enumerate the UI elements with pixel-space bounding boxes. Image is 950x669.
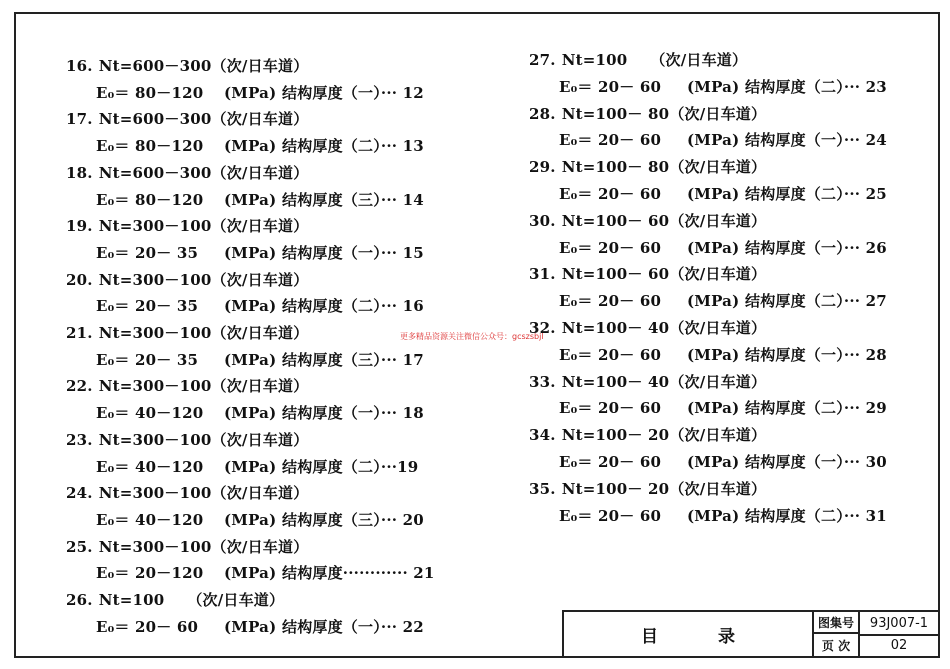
toc-entry-traffic: Nt=100－ 60（次/日车道） (561, 211, 767, 230)
toc-entry-heading (529, 212, 766, 230)
toc-entry-heading (66, 484, 308, 502)
toc-entry-detail (559, 239, 887, 257)
toc-entry-modulus: E₀＝ 20－ 60 (559, 131, 662, 150)
watermark-text: 更多精品资源关注微信公众号：gcszsbjl (400, 332, 544, 341)
toc-entry-detail (559, 399, 887, 417)
toc-entry-detail (96, 351, 424, 369)
toc-entry-description: 结构厚度（三）··· 17 (282, 350, 424, 369)
toc-entry-number: 21. (66, 324, 93, 342)
toc-entry-unit: (MPa) (687, 77, 740, 96)
toc-entry-number: 26. (66, 591, 93, 609)
toc-entry-unit: (MPa) (224, 564, 277, 583)
toc-entry-number: 19. (66, 217, 93, 236)
toc-entry-detail (96, 244, 424, 262)
toc-entry-description: 结构厚度（二）···19 (282, 457, 419, 476)
toc-entry-detail (559, 292, 887, 310)
toc-entry-heading (66, 110, 308, 128)
toc-entry-traffic: Nt=300－100（次/日车道） (98, 377, 309, 396)
toc-entry-description: 结构厚度（二）··· 27 (745, 292, 887, 311)
title-block (562, 610, 938, 656)
toc-entry-heading (529, 373, 766, 391)
toc-entry-heading (66, 324, 308, 342)
toc-entry-traffic: Nt=600－300（次/日车道） (98, 110, 309, 129)
toc-entry-heading (529, 426, 766, 444)
toc-entry-unit: (MPa) (687, 506, 740, 525)
toc-entry-unit: (MPa) (687, 185, 740, 203)
atlas-number-label: 图集号 (814, 612, 860, 634)
toc-entry-heading (529, 158, 766, 176)
page-number-value: 02 (890, 637, 908, 653)
toc-entry-description: 结构厚度（一）··· 18 (282, 404, 424, 423)
toc-entry-unit: (MPa) (224, 137, 277, 156)
toc-entry-heading (529, 319, 766, 337)
toc-entry-detail (559, 453, 887, 471)
toc-entry-number: 34. (529, 426, 556, 445)
toc-entry-detail (96, 618, 424, 636)
toc-entry-detail (559, 78, 887, 96)
toc-entry-detail (559, 131, 887, 149)
toc-entry-detail (96, 84, 424, 102)
toc-entry-unit: (MPa) (687, 238, 740, 257)
toc-entry-number: 22. (66, 377, 93, 396)
toc-entry-detail (559, 185, 887, 203)
toc-entry-modulus: E₀＝ 20－ 35 (96, 243, 199, 262)
toc-entry-number: 18. (66, 163, 93, 182)
toc-entry-detail (559, 346, 887, 364)
toc-entry-number: 33. (529, 372, 556, 391)
toc-entry-number: 16. (66, 57, 93, 75)
toc-entry-unit: (MPa) (224, 83, 277, 102)
toc-entry-number: 28. (529, 104, 556, 123)
toc-entry-detail (96, 564, 435, 582)
toc-entry-description: 结构厚度（一）··· 24 (745, 131, 887, 150)
toc-entry-detail (96, 297, 424, 315)
toc-entry-detail (96, 458, 418, 476)
toc-entry-description: 结构厚度（一）··· 26 (745, 238, 887, 257)
toc-entry-modulus: E₀＝ 20－ 60 (559, 506, 662, 525)
toc-entry-unit: (MPa) (224, 190, 277, 209)
toc-entry-heading (66, 377, 308, 395)
toc-entry-unit: (MPa) (224, 457, 277, 476)
toc-entry-heading (66, 271, 308, 289)
toc-entry-number: 27. (529, 51, 556, 69)
toc-entry-unit: (MPa) (687, 453, 740, 471)
toc-entry-number: 25. (66, 537, 93, 556)
toc-entry-heading (66, 217, 308, 235)
toc-entry-description: 结构厚度（一）··· 15 (282, 243, 424, 262)
title-block-title: 目录 (564, 612, 814, 656)
toc-entry-modulus: E₀＝ 20－ 60 (559, 77, 662, 96)
toc-entry-number: 20. (66, 270, 93, 289)
toc-entry-heading (66, 57, 308, 75)
toc-entry-modulus: E₀＝ 20－ 60 (96, 617, 199, 636)
toc-entry-unit: (MPa) (224, 510, 277, 529)
toc-entry-heading (66, 591, 284, 609)
toc-entry-heading (529, 480, 766, 498)
toc-entry-traffic: Nt=100－ 40（次/日车道） (561, 319, 767, 337)
toc-entry-traffic: Nt=600－300（次/日车道） (98, 163, 309, 182)
toc-entry-unit: (MPa) (224, 243, 277, 262)
toc-entry-traffic: Nt=300－100（次/日车道） (98, 537, 309, 556)
toc-entry-traffic: Nt=100－ 80（次/日车道） (561, 104, 767, 123)
toc-entry-heading (66, 538, 308, 556)
toc-entry-detail (96, 191, 424, 209)
toc-entry-number: 30. (529, 211, 556, 230)
toc-entry-unit: (MPa) (224, 617, 277, 636)
toc-entry-modulus: E₀＝ 20－ 60 (559, 399, 662, 418)
toc-entry-heading (66, 431, 308, 449)
toc-entry-traffic: Nt=100－ 20（次/日车道） (561, 426, 767, 445)
toc-entry-number: 23. (66, 430, 93, 449)
toc-entry-modulus: E₀＝ 20－ 35 (96, 297, 199, 316)
toc-entry-modulus: E₀＝ 20－ 60 (559, 185, 662, 203)
toc-entry-modulus: E₀＝ 20－ 60 (559, 453, 662, 471)
toc-entry-heading (529, 105, 766, 123)
toc-entry-description: 结构厚度（一）··· 22 (282, 617, 424, 636)
toc-entry-description: 结构厚度（二）··· 23 (745, 77, 887, 96)
toc-entry-traffic: Nt=100－ 20（次/日车道） (561, 479, 767, 498)
toc-entry-detail (559, 507, 887, 525)
toc-entry-description: 结构厚度（二）··· 31 (745, 506, 887, 525)
toc-entry-modulus: E₀＝ 20－120 (96, 564, 204, 583)
toc-entry-number: 32. (529, 319, 556, 337)
toc-entry-heading (529, 51, 747, 69)
toc-entry-modulus: E₀＝ 20－ 35 (96, 350, 199, 369)
toc-entry-modulus: E₀＝ 20－ 60 (559, 292, 662, 311)
toc-entry-modulus: E₀＝ 40－120 (96, 510, 204, 529)
toc-entry-unit: (MPa) (224, 404, 277, 423)
toc-entry-modulus: E₀＝ 20－ 60 (559, 345, 662, 364)
toc-entry-traffic: Nt=600－300（次/日车道） (98, 57, 309, 75)
toc-entry-description: 结构厚度（二）··· 29 (745, 399, 887, 418)
toc-entry-unit: (MPa) (687, 345, 740, 364)
toc-entry-traffic: Nt=100－ 40（次/日车道） (561, 372, 767, 391)
toc-entry-number: 31. (529, 265, 556, 284)
toc-entry-description: 结构厚度（二）··· 13 (282, 137, 424, 156)
toc-entry-modulus: E₀＝ 40－120 (96, 457, 204, 476)
toc-entry-description: 结构厚度（二）··· 16 (282, 297, 424, 316)
toc-entry-description: 结构厚度（三）··· 14 (282, 190, 424, 209)
toc-entry-description: 结构厚度（一）··· 30 (745, 453, 887, 471)
toc-entry-traffic: Nt=300－100（次/日车道） (98, 430, 309, 449)
atlas-number-value: 93J007-1 (860, 612, 938, 636)
toc-entry-modulus: E₀＝ 80－120 (96, 137, 204, 156)
toc-entry-traffic: Nt=300－100（次/日车道） (98, 484, 309, 503)
toc-entry-traffic: Nt=300－100（次/日车道） (98, 217, 309, 236)
toc-entry-description: 结构厚度（一）··· 12 (282, 83, 424, 102)
toc-entry-traffic: Nt=300－100（次/日车道） (98, 270, 309, 289)
toc-entry-description: 结构厚度（一）··· 28 (745, 345, 887, 364)
toc-entry-description: 结构厚度（三）··· 20 (282, 510, 424, 529)
toc-entry-modulus: E₀＝ 20－ 60 (559, 238, 662, 257)
toc-entry-unit: (MPa) (687, 131, 740, 150)
toc-entry-traffic: Nt=300－100（次/日车道） (98, 324, 309, 342)
toc-entry-heading (529, 265, 766, 283)
toc-entry-number: 24. (66, 484, 93, 503)
toc-entry-heading (66, 164, 308, 182)
toc-entry-description: 结构厚度（二）··· 25 (745, 185, 887, 203)
toc-entry-traffic: Nt=100 （次/日车道） (561, 51, 748, 69)
toc-entry-detail (96, 511, 424, 529)
toc-entry-detail (96, 404, 424, 422)
toc-entry-detail (96, 137, 424, 155)
toc-entry-traffic: Nt=100－ 80（次/日车道） (561, 158, 767, 177)
toc-entry-traffic: Nt=100－ 60（次/日车道） (561, 265, 767, 284)
toc-entry-unit: (MPa) (224, 350, 277, 369)
toc-entry-unit: (MPa) (224, 297, 277, 316)
toc-entry-number: 35. (529, 479, 556, 498)
page-number-label: 页 次 (814, 634, 860, 656)
toc-entry-unit: (MPa) (687, 292, 740, 311)
toc-entry-number: 17. (66, 110, 93, 129)
toc-entry-traffic: Nt=100 （次/日车道） (98, 591, 285, 609)
toc-entry-description: 结构厚度············ 21 (282, 564, 435, 583)
toc-entry-unit: (MPa) (687, 399, 740, 418)
toc-entry-modulus: E₀＝ 80－120 (96, 190, 204, 209)
toc-entry-number: 29. (529, 158, 556, 177)
toc-entry-modulus: E₀＝ 80－120 (96, 83, 204, 102)
toc-entry-modulus: E₀＝ 40－120 (96, 404, 204, 423)
